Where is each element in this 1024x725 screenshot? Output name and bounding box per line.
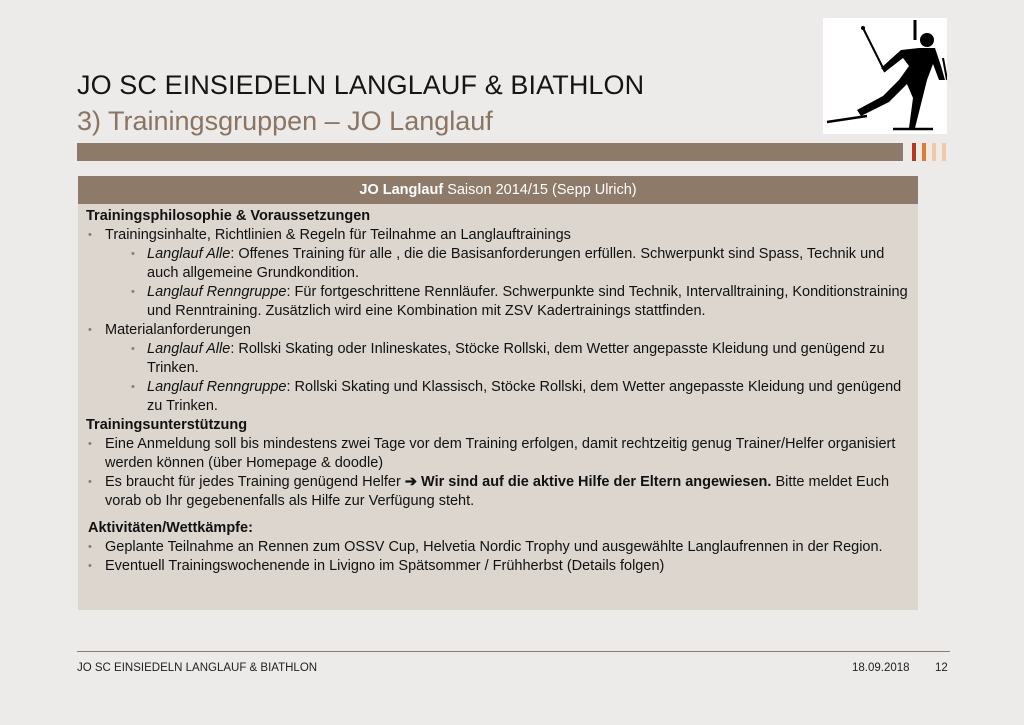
footer-divider <box>77 651 950 652</box>
list-item <box>86 473 908 511</box>
list-item <box>86 283 908 321</box>
group-label: Langlauf Renngruppe <box>147 284 287 300</box>
biathlete-logo <box>823 18 947 134</box>
list-item: • Geplante Teilnahme an Rennen zum OSSV Cup, Helvetia Nordic Trophy und ausgewählte Langlaufrennen in der Region. <box>86 538 908 557</box>
list-item: • Eventuell Trainingswochenende in Livigno im Spätsommer / Frühherbst (Details folgen) <box>86 557 908 576</box>
support-text: Es braucht für jedes Training genügend Helfer <box>105 474 405 490</box>
panel-content <box>86 207 908 576</box>
group-text: : Offenes Training für alle , die die Basisanforderungen erfüllen. Schwerpunkt sind Spass, Technik und auch allgemeine Grundkondition. <box>147 246 885 281</box>
page-number: 12 <box>935 662 948 674</box>
group-label: Langlauf Renngruppe <box>147 379 287 395</box>
group-text: : Rollski Skating und Klassisch, Stöcke Rollski, dem Wetter angepasste Kleidung und genügend zu Trinken. <box>147 379 902 414</box>
accent-stripe-1 <box>912 143 916 161</box>
list-item <box>86 378 908 416</box>
content-panel <box>78 176 918 610</box>
accent-stripe-4 <box>942 143 946 161</box>
footer-title: JO SC EINSIEDELN LANGLAUF & BIATHLON <box>77 662 318 674</box>
list-item: • Eine Anmeldung soll bis mindestens zwei Tage vor dem Training erfolgen, damit rechtzeitig genug Trainer/Helfer organisiert werden können (über Homepage & doodle) <box>86 435 908 473</box>
list-item <box>86 340 908 378</box>
accent-stripe-2 <box>922 143 926 161</box>
group-text: : Für fortgeschrittene Rennläufer. Schwerpunkte sind Technik, Intervalltraining, Konditionstraining und Renntraining. Zusätzlich wird eine Kombination mit ZSV Kadertrainings stattfinden. <box>147 284 908 319</box>
panel-header-season: Saison 2014/15 (Sepp Ulrich) <box>443 182 637 198</box>
support-emphasis: Wir sind auf die aktive Hilfe der Eltern angewiesen. <box>417 474 772 490</box>
title-divider-bar <box>77 143 903 161</box>
list-item <box>86 245 908 283</box>
list-item: • Trainingsinhalte, Richtlinien & Regeln für Teilnahme an Langlauftrainings <box>86 226 908 245</box>
accent-stripes <box>912 143 952 161</box>
group-text: : Rollski Skating oder Inlineskates, Stöcke Rollski, dem Wetter angepasste Kleidung und genügend zu Trinken. <box>147 341 885 376</box>
biathlete-silhouette-icon <box>823 18 947 134</box>
philosophy-heading: Trainingsphilosophie & Voraussetzungen <box>86 208 371 224</box>
support-heading: Trainingsunterstützung <box>86 417 248 433</box>
arrow-right-icon: ➔ <box>404 474 418 490</box>
panel-header <box>78 176 918 204</box>
accent-stripe-3 <box>932 143 936 161</box>
slide-title: JO SC EINSIEDELN LANGLAUF & BIATHLON <box>77 70 645 100</box>
group-label: Langlauf Alle <box>147 341 231 357</box>
panel-header-title: JO Langlauf <box>359 182 444 198</box>
group-label: Langlauf Alle <box>147 246 231 262</box>
list-item: • Materialanforderungen <box>86 321 908 340</box>
footer-date: 18.09.2018 <box>852 662 910 674</box>
support-text: Bitte meldet Euch vorab ob Ihr gegebenenfalls als Hilfe zur Verfügung steht. <box>105 474 890 509</box>
slide-subtitle: 3) Trainingsgruppen – JO Langlauf <box>77 106 493 136</box>
activities-heading: Aktivitäten/Wettkämpfe: <box>88 520 253 536</box>
